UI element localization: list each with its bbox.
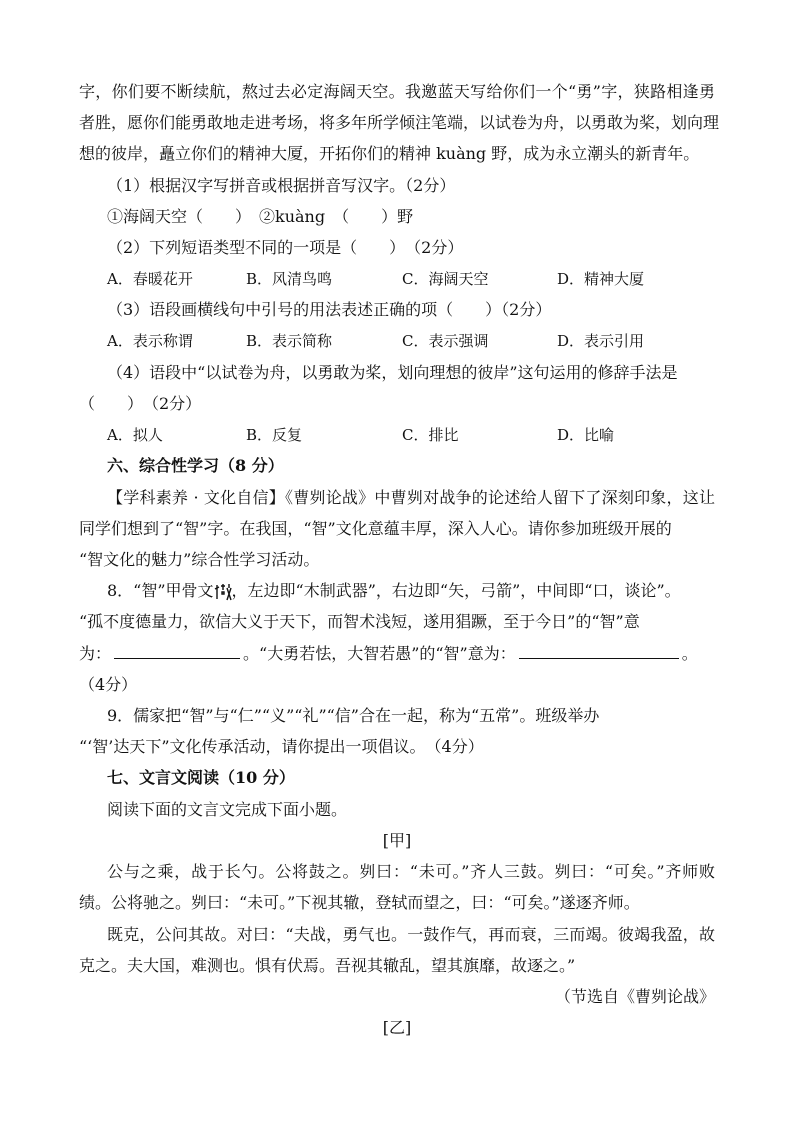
oracle-bone-zhi-icon (214, 582, 232, 602)
answer-blank-1[interactable] (114, 657, 240, 659)
section7-instruction: 阅读下面的文言文完成下面小题。 (107, 800, 348, 819)
q4-option-b[interactable]: B．反复 (246, 426, 303, 444)
q8-line-2: “孤不度德量力，欲信大义于天下，而智术浅短，遂用猖蹶，至于今日”的“智”意 (79, 612, 640, 631)
intro-line-2: 者胜，愿你们能勇敢地走进考场，将多年所学倾注笔端，以试卷为舟，以勇敢为桨，划向理 (79, 113, 720, 132)
q8-line-3-end: 。 (681, 644, 698, 663)
section7-heading: 七、文言文阅读（10 分） (107, 768, 295, 787)
q8-line-1-start: 8．“智”甲骨文 (107, 581, 214, 600)
q3-option-a[interactable]: A．表示称谓 (107, 332, 193, 350)
q8-line-3 (79, 644, 715, 664)
q2-option-d[interactable]: D．精神大厦 (557, 270, 645, 288)
passage-jia-label: [甲] (382, 831, 412, 850)
q2-option-a[interactable]: A．春暖花开 (107, 270, 193, 288)
answer-blank-2[interactable] (519, 657, 679, 659)
q3-option-c[interactable]: C．表示强调 (402, 332, 489, 350)
q9-line-1: 9．儒家把“智”与“仁”“义”“礼”“信”合在一起，称为“五常”。班级举办 (107, 706, 600, 725)
intro-line-3: 想的彼岸，矗立你们的精神大厦，开拓你们的精神 kuàng 野，成为永立潮头的新青年。 (79, 144, 700, 163)
section6-line-1: 【学科素养 · 文化自信】《曹刿论战》中曹刿对战争的论述给人留下了深刻印象，这让 (107, 488, 715, 507)
passage-jia-line-3: 既克，公问其故。对曰：“夫战，勇气也。一鼓作气，再而衰，三而竭。彼竭我盈，故 (107, 925, 715, 944)
section6-line-2: 同学们想到了“智”字。在我国，“智”文化意蕴丰厚，深入人心。请你参加班级开展的 (79, 519, 672, 538)
passage-source: （节选自《曹刿论战》 (554, 987, 715, 1006)
passage-jia-line-2: 绩。公将驰之。刿曰：“未可。”下视其辙，登轼而望之，曰：“可矣。”遂逐齐师。 (79, 893, 640, 912)
q9-line-2: “‘智’达天下”文化传承活动，请你提出一项倡议。 （4分） (79, 737, 484, 756)
passage-jia-line-4: 克之。夫大国，难测也。惧有伏焉。吾视其辙乱，望其旗靡，故逐之。” (79, 956, 576, 975)
passage-yi-label: [乙] (382, 1018, 412, 1037)
q4-stem-cont: （ ） （2分） (79, 394, 202, 413)
q3-stem: （3）语段画横线句中引号的用法表述正确的项（ ）（2分） (107, 300, 552, 319)
q8-score: （4分） (79, 675, 138, 694)
q2-option-b[interactable]: B．风清鸟鸣 (246, 270, 333, 288)
intro-line-1: 字，你们要不断续航，熬过去必定海阔天空。我邀蓝天写给你们一个“勇”字，狭路相逢勇 (79, 82, 715, 101)
q1-stem: （1）根据汉字写拼音或根据拼音写汉字。（2分） (107, 176, 456, 195)
q8-line-3-mid: 。“大勇若怯，大智若愚”的“智”意为： (243, 644, 516, 663)
section6-line-3: “智文化的魅力”综合性学习活动。 (79, 550, 320, 569)
q8-line-1-end: ，左边即“木制武器”，右边即“矢，弓箭”，中间即“口，谈论”。 (231, 581, 681, 600)
section6-heading: 六、综合性学习（8 分） (107, 456, 284, 475)
q8-line-1 (107, 581, 715, 602)
q4-option-a[interactable]: A．拟人 (107, 426, 163, 444)
q8-line-3-start: 为： (79, 644, 112, 663)
q2-option-c[interactable]: C．海阔天空 (402, 270, 489, 288)
q4-stem: （4）语段中“以试卷为舟，以勇敢为桨，划向理想的彼岸”这句运用的修辞手法是 (107, 363, 678, 382)
q1-items: ①海阔天空（ ） ②kuàng （ ）野 (107, 207, 414, 226)
q4-option-c[interactable]: C．排比 (402, 426, 459, 444)
q4-option-d[interactable]: D．比喻 (557, 426, 615, 444)
q3-option-d[interactable]: D．表示引用 (557, 332, 645, 350)
passage-jia-line-1: 公与之乘，战于长勺。公将鼓之。刿曰：“未可。”齐人三鼓。刿曰：“可矣。”齐师败 (107, 862, 715, 881)
q2-stem: （2）下列短语类型不同的一项是（ ） （2分） (107, 238, 464, 257)
q3-option-b[interactable]: B．表示简称 (246, 332, 333, 350)
